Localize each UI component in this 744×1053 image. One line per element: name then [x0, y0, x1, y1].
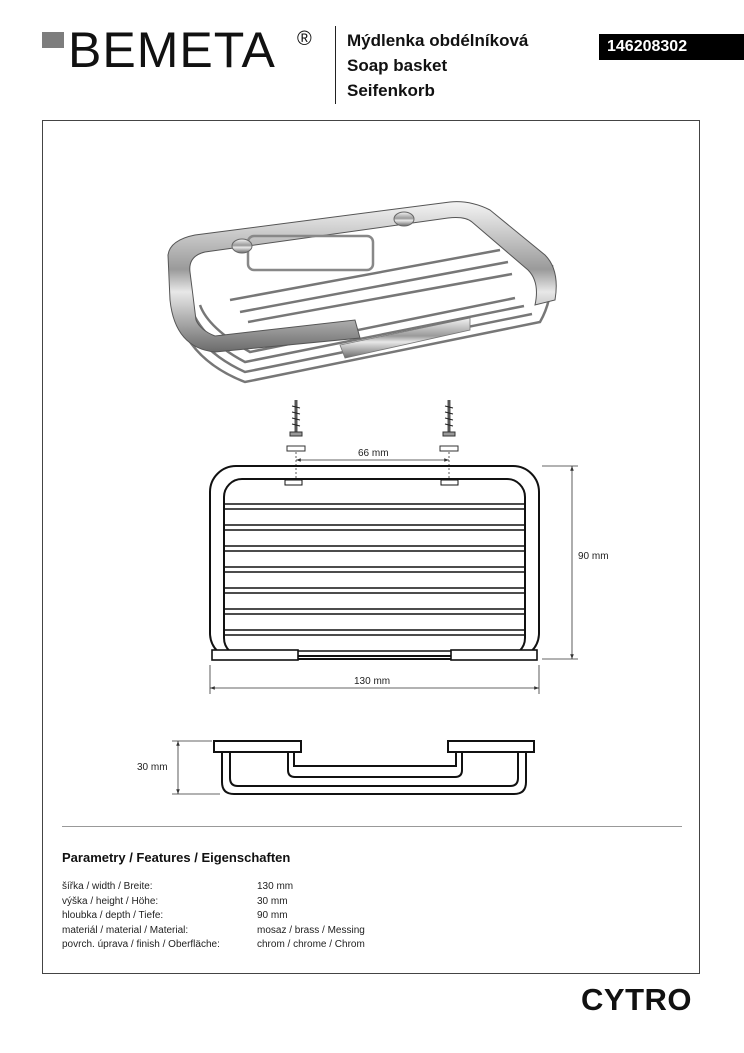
registered-mark-icon: ® [297, 28, 312, 50]
feature-label: hloubka / depth / Tiefe: [62, 910, 164, 921]
features-list [62, 880, 365, 953]
height-label: 30 mm [137, 762, 168, 773]
feature-value: mosaz / brass / Messing [257, 924, 365, 936]
depth-dimension [542, 466, 578, 659]
screw-right-icon [440, 400, 458, 451]
feature-row [62, 909, 365, 924]
feature-label: šířka / width / Breite: [62, 881, 153, 892]
product-photo [168, 202, 556, 382]
feature-row [62, 880, 365, 895]
features-separator [62, 826, 682, 827]
width-label: 130 mm [354, 676, 391, 687]
side-view [214, 741, 534, 794]
feature-label: materiál / material / Material: [62, 924, 189, 936]
product-line-name: CYTRO [581, 982, 692, 1017]
feature-row [62, 924, 365, 939]
feature-row [62, 895, 365, 910]
title-en: Soap basket [347, 56, 448, 75]
hole-spacing-label: 66 mm [358, 448, 389, 459]
title-cz: Mýdlenka obdélníková [347, 31, 529, 50]
feature-label: povrch. úprava / finish / Oberfläche: [62, 939, 220, 950]
title-de: Seifenkorb [347, 81, 435, 100]
feature-value: chrom / chrome / Chrom [257, 939, 365, 950]
height-dimension [172, 741, 220, 794]
features-title: Parametry / Features / Eigenschaften [62, 850, 291, 865]
brand-name: BEMETA [68, 22, 276, 78]
feature-label: výška / height / Höhe: [62, 895, 159, 907]
screw-left-icon [287, 400, 305, 451]
product-code: 146208302 [599, 34, 744, 60]
depth-label: 90 mm [578, 551, 609, 562]
feature-value: 90 mm [257, 910, 288, 921]
top-view [210, 466, 539, 660]
feature-value: 30 mm [257, 895, 288, 907]
feature-value: 130 mm [257, 881, 294, 892]
feature-row [62, 938, 365, 953]
